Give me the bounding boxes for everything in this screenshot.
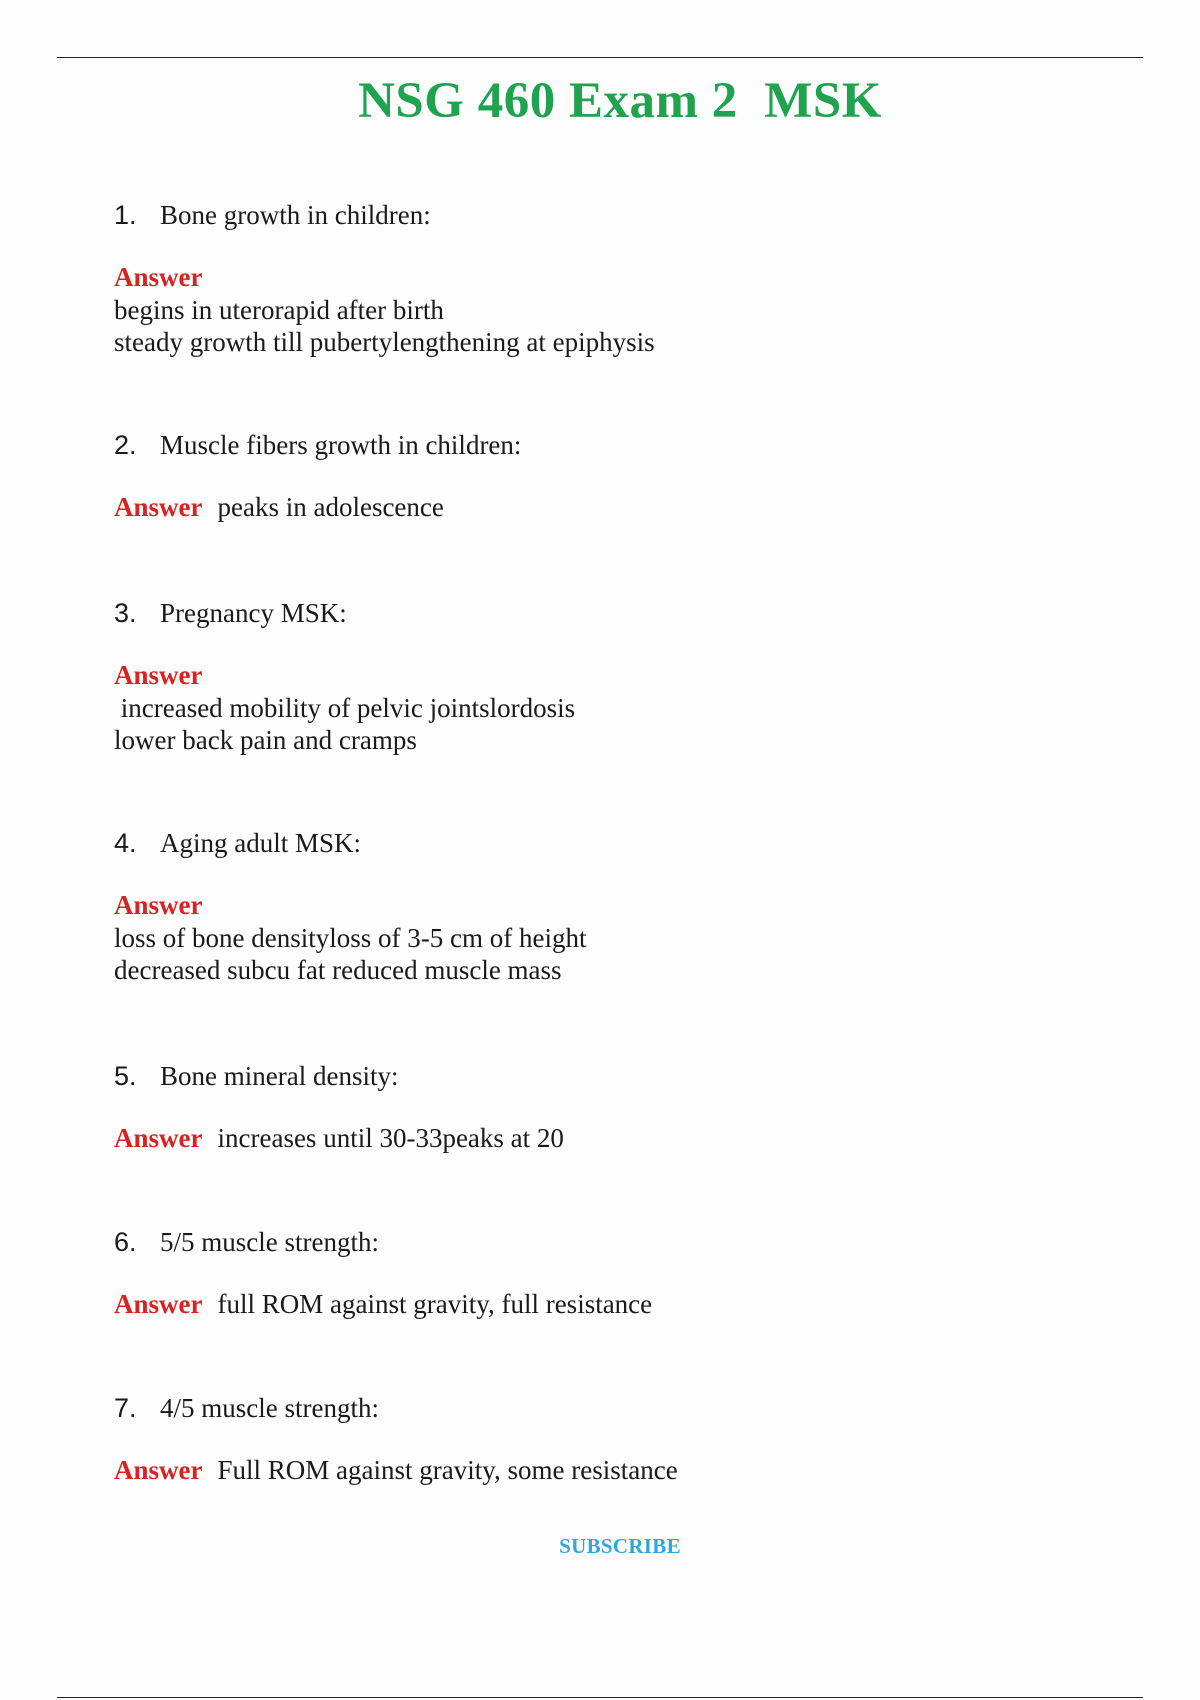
answer-label: Answer <box>114 262 203 292</box>
question-number: 7. <box>114 1393 137 1423</box>
answer-text: full ROM against gravity, full resistance <box>217 1289 653 1319</box>
answer-block <box>114 261 1114 359</box>
answer-line: lower back pain and cramps <box>114 725 417 755</box>
question-6 <box>114 1226 1114 1321</box>
document-title: NSG 460 Exam 2 MSK <box>358 73 882 129</box>
question-4 <box>114 827 1114 987</box>
answer-label: Answer <box>114 660 203 690</box>
question-prompt-line <box>114 1392 1114 1424</box>
question-prompt-line <box>114 827 1114 859</box>
question-1 <box>114 199 1114 359</box>
answer-label: Answer <box>114 1123 203 1153</box>
answer-text: peaks in adolescence <box>217 492 444 522</box>
question-prompt-line <box>114 1060 1114 1092</box>
question-prompt: 5/5 muscle strength: <box>160 1227 379 1257</box>
answer-line: steady growth till pubertylengthening at epiphysis <box>114 327 655 357</box>
question-prompt: Pregnancy MSK: <box>160 598 347 628</box>
answer-label: Answer <box>114 1455 203 1485</box>
question-prompt: Bone growth in children: <box>160 200 431 230</box>
question-number: 5. <box>114 1061 137 1091</box>
question-5 <box>114 1060 1114 1155</box>
question-prompt: Muscle fibers growth in children: <box>160 430 522 460</box>
question-number: 2. <box>114 430 137 460</box>
answer-block <box>114 1288 1114 1321</box>
answer-line: loss of bone densityloss of 3-5 cm of height <box>114 922 587 953</box>
question-prompt-line <box>114 597 1114 629</box>
answer-text: increases until 30-33peaks at 20 <box>217 1123 564 1153</box>
answer-label: Answer <box>114 890 203 920</box>
subscribe-link[interactable]: SUBSCRIBE <box>559 1534 681 1558</box>
answer-block <box>114 889 1114 987</box>
question-prompt: 4/5 muscle strength: <box>160 1393 379 1423</box>
question-2 <box>114 429 1114 524</box>
answer-block <box>114 659 1114 757</box>
question-7 <box>114 1392 1114 1487</box>
top-rule <box>57 57 1143 58</box>
question-prompt: Aging adult MSK: <box>160 828 362 858</box>
answer-label: Answer <box>114 1289 203 1319</box>
answer-block <box>114 491 1114 524</box>
bottom-rule <box>57 1697 1143 1698</box>
answer-block <box>114 1454 1114 1487</box>
answer-line: decreased subcu fat reduced muscle mass <box>114 955 562 985</box>
answer-line: increased mobility of pelvic jointslordosis <box>114 692 576 723</box>
question-number: 3. <box>114 598 137 628</box>
question-number: 1. <box>114 200 137 230</box>
question-prompt-line <box>114 429 1114 461</box>
question-number: 4. <box>114 828 137 858</box>
answer-text: Full ROM against gravity, some resistance <box>217 1455 678 1485</box>
question-prompt-line <box>114 199 1114 231</box>
answer-label: Answer <box>114 492 203 522</box>
question-number: 6. <box>114 1227 137 1257</box>
answer-block <box>114 1122 1114 1155</box>
question-prompt: Bone mineral density: <box>160 1061 399 1091</box>
question-prompt-line <box>114 1226 1114 1258</box>
answer-line: begins in uterorapid after birth <box>114 294 444 325</box>
question-3 <box>114 597 1114 757</box>
